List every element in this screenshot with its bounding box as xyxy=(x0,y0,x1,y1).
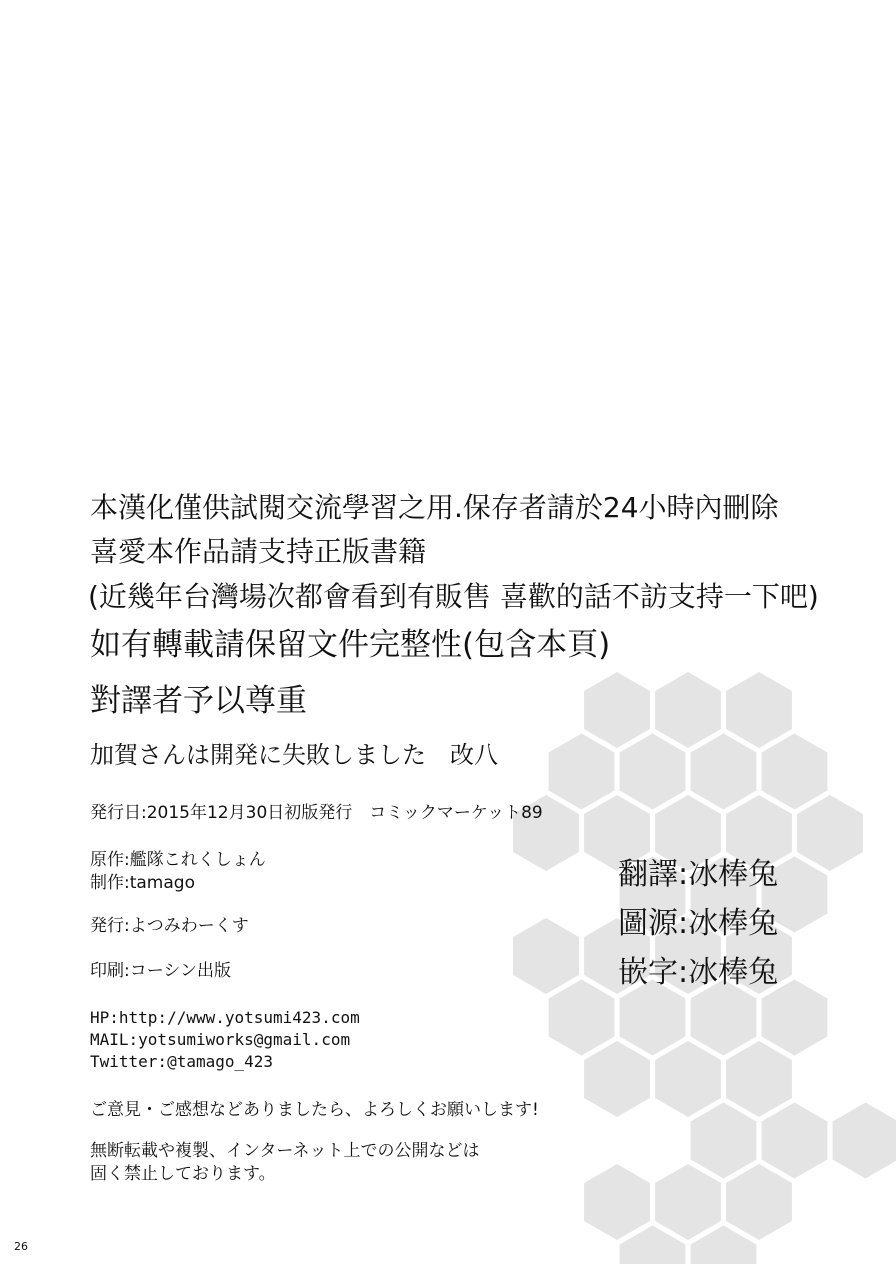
hexagon-tile xyxy=(762,734,828,810)
hexagon-tile xyxy=(655,1164,721,1240)
hexagon-tile xyxy=(691,734,757,810)
hexagon-tile xyxy=(513,918,579,994)
printer: 印刷:コーシン出版 xyxy=(90,961,231,981)
hexagon-tile xyxy=(620,734,686,810)
page-number: 26 xyxy=(14,1240,28,1253)
publisher: 発行:よつみわーくす xyxy=(90,916,249,936)
original-work: 原作:艦隊これくしょん xyxy=(90,850,266,870)
hexagon-tile xyxy=(549,980,615,1056)
typesetting-credit: 嵌字:冰棒兔 xyxy=(618,955,779,990)
warning-line-1: 無断転載や複製、インターネット上での公開などは xyxy=(90,1141,480,1161)
book-title: 加賀さんは開発に失敗しました 改八 xyxy=(90,741,498,769)
hexagon-tile xyxy=(655,1041,721,1117)
release-date: 発行日:2015年12月30日初版発行 コミックマーケット89 xyxy=(90,803,543,823)
warning-line-2: 固く禁止しております。 xyxy=(90,1164,276,1184)
hexagon-tile xyxy=(584,1164,650,1240)
hexagon-tile xyxy=(584,1041,650,1117)
hexagon-tile xyxy=(584,672,650,748)
hexagon-tile xyxy=(726,672,792,748)
twitter-handle: Twitter:@tamago_423 xyxy=(90,1052,274,1071)
hexagon-tile xyxy=(797,795,863,871)
notice-line-4: 如有轉載請保留文件完整性(包含本頁) xyxy=(90,627,611,663)
notice-line-2: 喜愛本作品請支持正版書籍 xyxy=(90,535,427,568)
notice-line-3: (近幾年台灣場次都會看到有販售 喜歡的話不訪支持一下吧) xyxy=(88,580,819,613)
hexagon-tile xyxy=(833,1103,896,1179)
notice-line-1: 本漢化僅供試閱交流學習之用.保存者請於24小時內刪除 xyxy=(90,491,779,524)
hexagon-tile xyxy=(726,1041,792,1117)
production-credit: 制作:tamago xyxy=(90,873,195,893)
translation-credit: 翻譯:冰棒兔 xyxy=(618,857,779,892)
feedback-message: ご意見・ご感想などありましたら、よろしくお願いします! xyxy=(90,1100,539,1120)
hexagon-tile xyxy=(762,1103,828,1179)
contact-email: MAIL:yotsumiworks@gmail.com xyxy=(90,1030,351,1049)
hexagon-tile xyxy=(549,734,615,810)
homepage-url: HP:http://www.yotsumi423.com xyxy=(90,1008,360,1027)
hexagon-tile xyxy=(726,1164,792,1240)
hexagon-tile xyxy=(691,1103,757,1179)
hexagon-tile xyxy=(655,672,721,748)
image-source-credit: 圖源:冰棒兔 xyxy=(618,906,779,941)
notice-line-5: 對譯者予以尊重 xyxy=(90,683,307,719)
